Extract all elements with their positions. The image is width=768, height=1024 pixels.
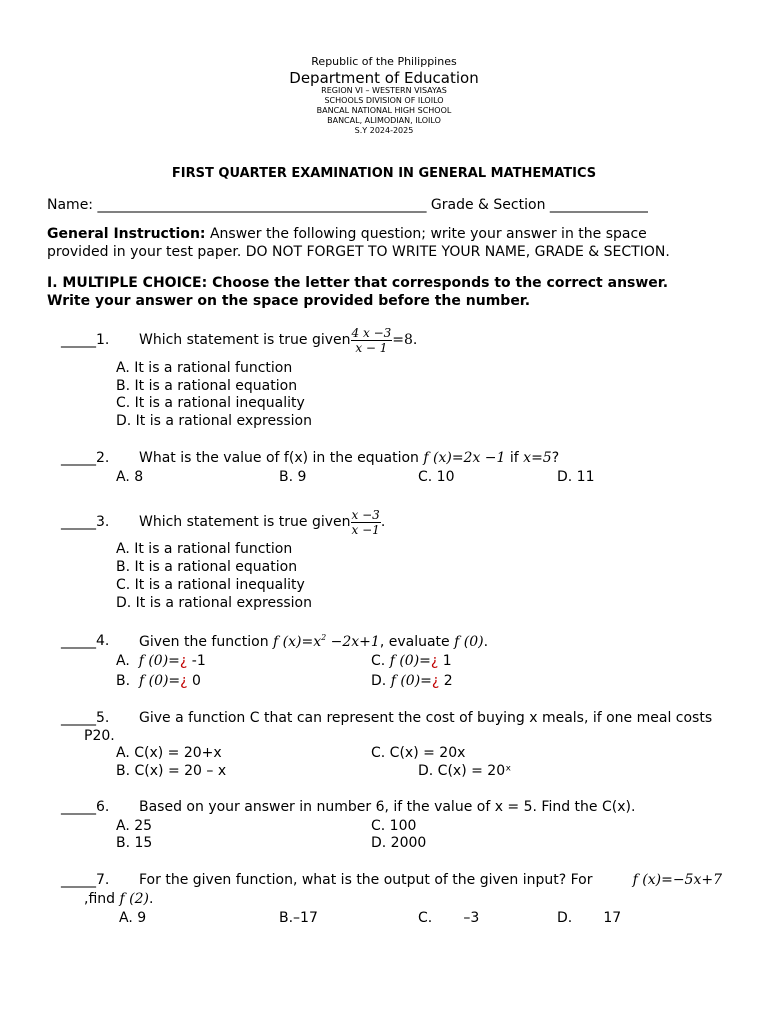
- q7-option-c: C. –3: [418, 910, 480, 926]
- q5-option-b: B. C(x) = 20 – x: [116, 763, 227, 779]
- q7-option-d: D. 17: [557, 910, 622, 926]
- q5-option-a: A. C(x) = 20+x: [116, 745, 222, 761]
- q4-option-d-letter: D.: [371, 673, 387, 689]
- q2-option-b: B. 9: [279, 469, 307, 485]
- q4-option-c-letter: C.: [371, 653, 386, 669]
- q6-option-b: B. 15: [116, 835, 153, 851]
- q4-evaluate: f (0): [454, 634, 484, 650]
- q4-text: [139, 633, 488, 650]
- q5-number: _____5.: [61, 710, 110, 726]
- q3-fraction: [351, 508, 381, 537]
- q1-option-d: D. It is a rational expression: [116, 413, 312, 429]
- q1-frac-num: 4 x −3: [351, 325, 392, 340]
- q1-text: [139, 323, 417, 357]
- instruction-label: General Instruction:: [47, 226, 206, 242]
- q7-prompt: For the given function, what is the output of the given input? For: [139, 872, 593, 888]
- q4-option-a-symbol: ¿: [179, 653, 188, 669]
- q3-option-b: B. It is a rational equation: [116, 559, 298, 575]
- q4-mid: , evaluate: [379, 634, 455, 650]
- q7-find: ,find: [84, 891, 120, 907]
- q7-function: f (x)=−5x+7: [632, 872, 722, 888]
- q2-equation: f (x)=2x −1: [423, 450, 506, 466]
- region-line: REGION VI – WESTERN VISAYAS: [321, 86, 447, 95]
- q3-tail: .: [380, 514, 386, 530]
- q1-option-b: B. It is a rational equation: [116, 378, 298, 394]
- q3-option-d: D. It is a rational expression: [116, 595, 312, 611]
- q7-option-b: B.–17: [279, 910, 318, 926]
- q6-option-c: C. 100: [371, 818, 417, 834]
- q1-number: _____1.: [61, 332, 110, 348]
- q3-option-c: C. It is a rational inequality: [116, 577, 305, 593]
- q4-prompt: Given the function: [139, 634, 274, 650]
- q2-tail: ?: [551, 450, 560, 466]
- q4-option-d-value: 2: [439, 673, 453, 689]
- address-line: BANCAL, ALIMODIAN, ILOILO: [327, 116, 441, 125]
- q4-option-a-math: f (0)=: [138, 653, 180, 669]
- q7-text: [139, 872, 722, 888]
- section-title-line1: I. MULTIPLE CHOICE: Choose the letter that corresponds to the correct answer.: [47, 275, 669, 291]
- q2-mid: if: [505, 450, 524, 466]
- q5-option-c: C. C(x) = 20x: [371, 745, 466, 761]
- q3-number: _____3.: [61, 514, 110, 530]
- q4-option-c-value: 1: [438, 653, 452, 669]
- q1-frac-den: x − 1: [355, 340, 388, 355]
- q7-text-cont: [84, 891, 153, 907]
- q1-option-a: A. It is a rational function: [116, 360, 293, 376]
- q4-option-c-symbol: ¿: [430, 653, 439, 669]
- q4-option-d: [371, 673, 453, 689]
- q3-text: [139, 505, 385, 539]
- q4-exponent: 2: [321, 633, 327, 642]
- q2-number: _____2.: [61, 450, 110, 466]
- q3-frac-den: x −1: [351, 522, 380, 537]
- q3-frac-num: x −3: [351, 507, 380, 522]
- q4-number: _____4.: [61, 633, 110, 649]
- q4-option-b-letter: B.: [116, 673, 131, 689]
- q7-number: _____7.: [61, 872, 110, 888]
- q1-fraction: [351, 326, 393, 355]
- general-instruction-line1: [47, 226, 647, 242]
- q4-function-b: −2x+1: [326, 634, 380, 650]
- q2-prompt: What is the value of f(x) in the equation: [139, 450, 424, 466]
- q4-option-a-letter: A.: [116, 653, 130, 669]
- q6-option-d: D. 2000: [371, 835, 427, 851]
- instruction-text: Answer the following question; write your answer in the space: [205, 226, 647, 242]
- q6-number: _____6.: [61, 799, 110, 815]
- section-title-line2: Write your answer on the space provided before the number.: [47, 293, 531, 309]
- q4-function: [273, 634, 380, 650]
- exam-title: FIRST QUARTER EXAMINATION IN GENERAL MATHEMATICS: [171, 166, 597, 181]
- q4-function-a: f (x)=x: [273, 634, 322, 650]
- school-year-line: S.Y 2024-2025: [354, 126, 414, 135]
- q2-text: [139, 450, 559, 466]
- q3-prompt: Which statement is true given: [139, 514, 351, 530]
- q4-option-b: [116, 673, 201, 689]
- name-grade-line: Name: _______________________________________________ Grade & Section ______________: [47, 197, 648, 213]
- q4-option-b-value: 0: [187, 673, 201, 689]
- school-line: BANCAL NATIONAL HIGH SCHOOL: [316, 106, 452, 115]
- q4-option-b-symbol: ¿: [180, 673, 188, 689]
- q4-tail: .: [483, 634, 489, 650]
- q1-option-c: C. It is a rational inequality: [116, 395, 305, 411]
- q4-option-a-value: -1: [187, 653, 206, 669]
- q2-option-a: A. 8: [116, 469, 144, 485]
- q7-tail: .: [148, 891, 154, 907]
- q1-tail: =8.: [392, 332, 418, 348]
- republic-line: Republic of the Philippines: [311, 55, 457, 68]
- q2-condition: x=5: [523, 450, 552, 466]
- q6-option-a: A. 25: [116, 818, 153, 834]
- department-line: Department of Education: [289, 69, 479, 87]
- q2-option-d: D. 11: [557, 469, 595, 485]
- q5-text: Give a function C that can represent the cost of buying x meals, if one meal costs: [139, 710, 713, 726]
- q7-input: f (2): [119, 891, 149, 907]
- q4-option-c-math: f (0)=: [389, 653, 431, 669]
- division-line: SCHOOLS DIVISION OF ILOILO: [324, 96, 444, 105]
- general-instruction-line2: provided in your test paper. DO NOT FORGET TO WRITE YOUR NAME, GRADE & SECTION.: [47, 244, 670, 260]
- q1-prompt: Which statement is true given: [139, 332, 351, 348]
- q2-option-c: C. 10: [418, 469, 455, 485]
- q6-text: Based on your answer in number 6, if the value of x = 5. Find the C(x).: [139, 799, 636, 815]
- q5-text-cont: P20.: [84, 728, 115, 744]
- q5-option-d: D. C(x) = 20ˣ: [418, 763, 512, 779]
- q4-option-d-symbol: ¿: [431, 673, 440, 689]
- q4-option-d-math: f (0)=: [390, 673, 432, 689]
- q3-option-a: A. It is a rational function: [116, 541, 293, 557]
- q4-option-c: [371, 653, 452, 669]
- q4-option-a: [116, 653, 206, 669]
- q7-option-a: A. 9: [119, 910, 147, 926]
- q4-option-b-math: f (0)=: [138, 673, 181, 689]
